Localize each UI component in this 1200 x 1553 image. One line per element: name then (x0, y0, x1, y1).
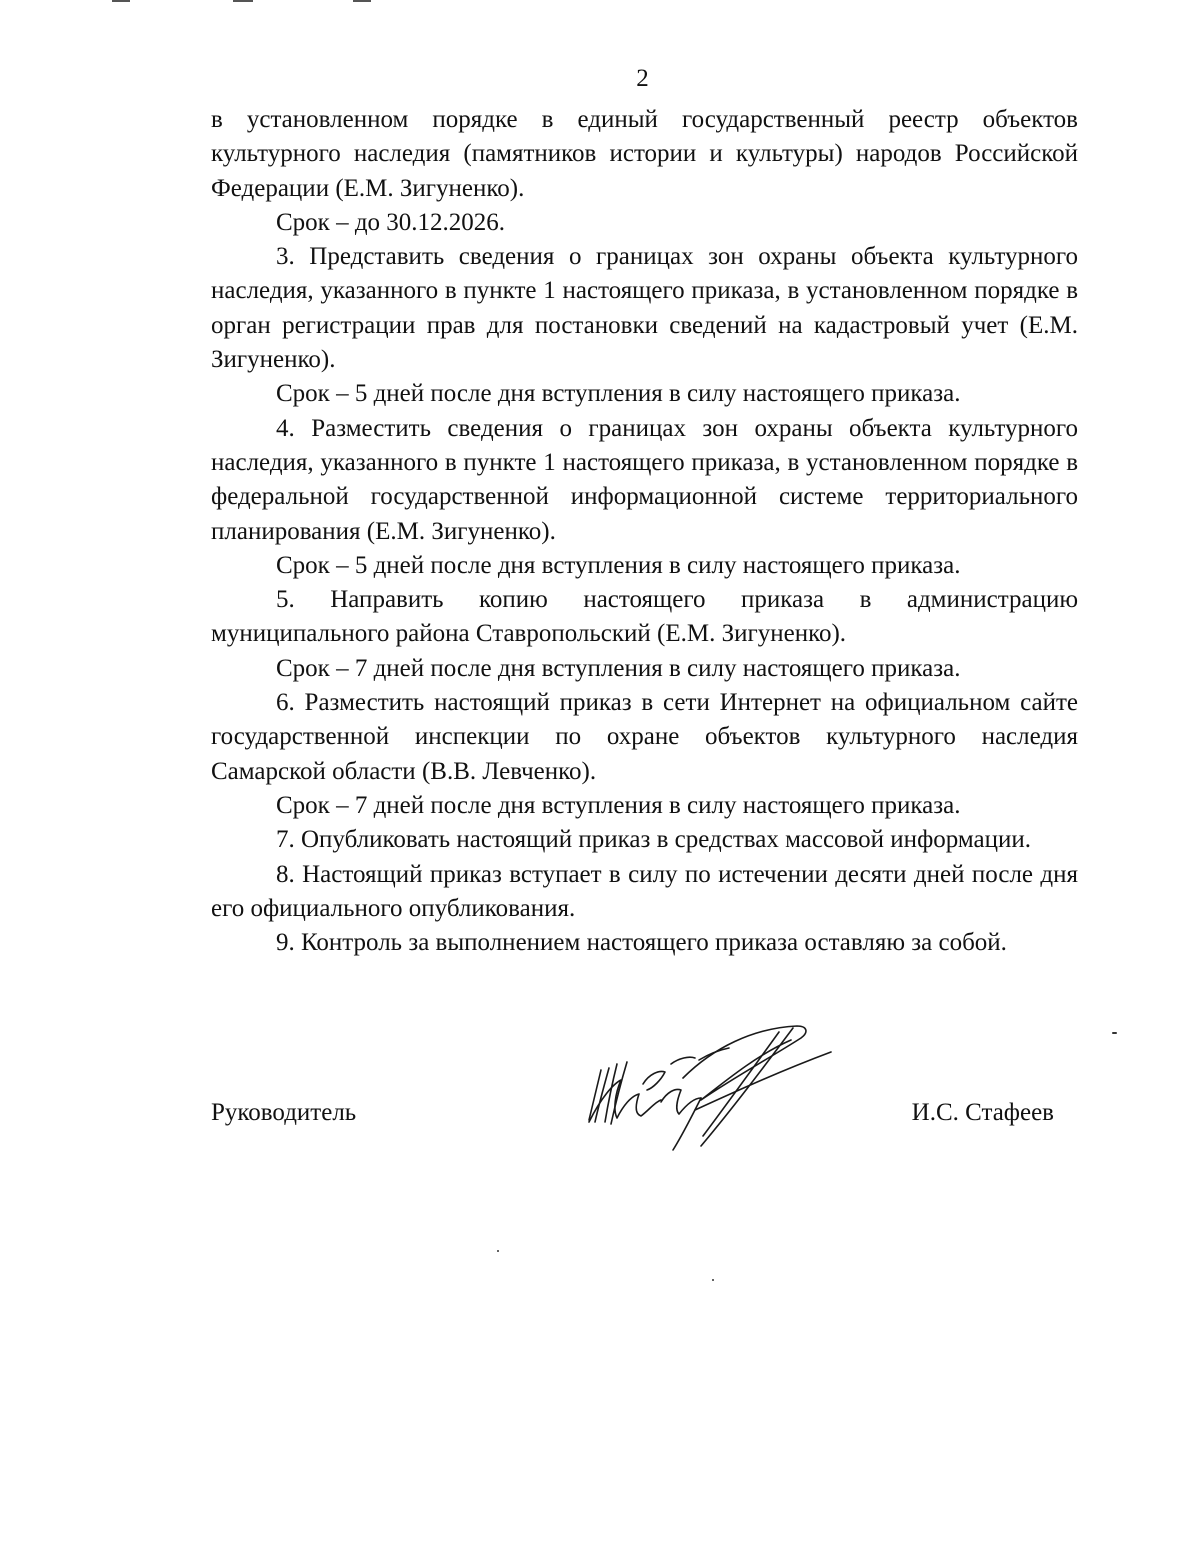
deadline-paragraph: Срок – 7 дней после дня вступления в силу настоящего приказа. (276, 654, 961, 682)
item-3-paragraph: 3. Представить сведения о границах зон охраны объекта культурного наследия, указанного в пункте 1 настоящего приказа, в установленном порядке в орган регистрации прав для постановки сведений на кадастровый учет (Е.М. Зигуненко). (211, 243, 1078, 374)
scan-speck (497, 1250, 499, 1252)
scan-artifact (233, 0, 253, 2)
item-9-paragraph: 9. Контроль за выполнением настоящего приказа оставляю за собой. (276, 929, 1007, 957)
handwritten-signature (583, 1018, 843, 1153)
scan-artifact (353, 0, 371, 2)
document-body (211, 103, 1078, 960)
page-number: 2 (636, 65, 649, 92)
deadline-paragraph: Срок – 5 дней после дня вступления в силу настоящего приказа. (276, 551, 961, 579)
item-6-paragraph: 6. Разместить настоящий приказ в сети Интернет на официальном сайте государственной инспекции по охране объектов культурного наследия Самарской области (В.В. Левченко). (211, 689, 1078, 785)
paragraph-continuation: в установленном порядке в единый государственный реестр объектов культурного наследия (памятников истории и культуры) народов Российской Федерации (Е.М. Зигуненко). (211, 106, 1078, 202)
item-8-paragraph: 8. Настоящий приказ вступает в силу по истечении десяти дней после дня его официального опубликования. (211, 860, 1078, 922)
signatory-name: И.С. Стафеев (911, 1099, 1054, 1126)
deadline-paragraph: Срок – до 30.12.2026. (276, 208, 506, 236)
item-4-paragraph: 4. Разместить сведения о границах зон охраны объекта культурного наследия, указанного в пункте 1 настоящего приказа, в установленном порядке в федеральной государственной информационной системе территориального планирования (Е.М. Зигуненко). (211, 414, 1078, 545)
item-7-paragraph: 7. Опубликовать настоящий приказ в средствах массовой информации. (276, 826, 1032, 854)
scan-artifact (112, 0, 130, 2)
signatory-title: Руководитель (211, 1099, 357, 1126)
scan-speck (712, 1279, 714, 1281)
deadline-paragraph: Срок – 7 дней после дня вступления в силу настоящего приказа. (276, 791, 961, 819)
scan-speck (1112, 1032, 1117, 1034)
deadline-paragraph: Срок – 5 дней после дня вступления в силу настоящего приказа. (276, 380, 961, 408)
item-5-paragraph: 5. Направить копию настоящего приказа в администрацию муниципального района Ставропольский (Е.М. Зигуненко). (211, 586, 1078, 648)
